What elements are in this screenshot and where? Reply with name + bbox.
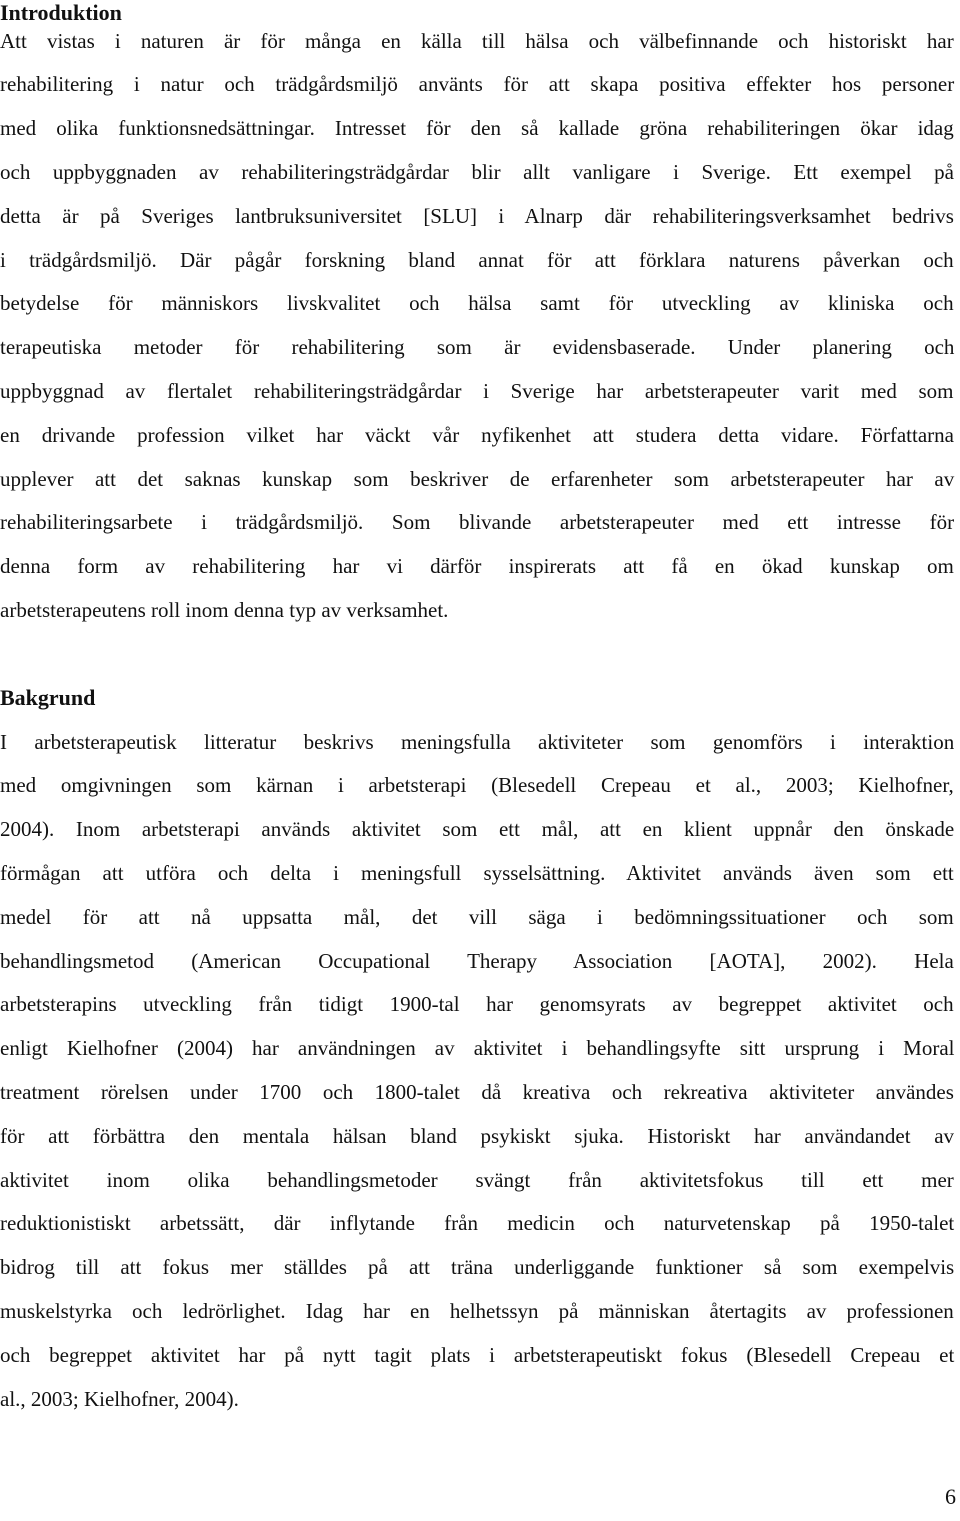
page-number: 6 (945, 1484, 956, 1509)
text-line: behandlingsmetod (American Occupational Therapy Association [AOTA], 2002). Hela (0, 949, 954, 973)
text-line: och uppbyggnaden av rehabiliteringsträdgårdar blir allt vanligare i Sverige. Ett exempel på (0, 160, 954, 184)
text-line: med omgivningen som kärnan i arbetsterapi (Blesedell Crepeau et al., 2003; Kielhofner, (0, 773, 954, 797)
text-line: terapeutiska metoder för rehabilitering som är evidensbaserade. Under planering och (0, 335, 955, 359)
text-line: 2004). Inom arbetsterapi används aktivitet som ett mål, att en klient uppnår den önskade (0, 817, 955, 841)
text-line: I arbetsterapeutisk litteratur beskrivs meningsfulla aktiviteter som genomförs i interaktion (0, 730, 955, 754)
text-line: muskelstyrka och ledrörlighet. Idag har en helhetssyn på människan återtagits av professionen (0, 1299, 954, 1323)
text-line: detta är på Sveriges lantbruksuniversitet [SLU] i Alnarp där rehabiliteringsverksamhet bedrivs (0, 204, 954, 228)
text-line: arbetsterapins utveckling från tidigt 1900-tal har genomsyrats av begreppet aktivitet och (0, 992, 954, 1016)
text-line: betydelse för människors livskvalitet och hälsa samt för utveckling av kliniska och (0, 291, 954, 315)
section-heading-introduktion: Introduktion (0, 0, 122, 25)
text-line: aktivitet inom olika behandlingsmetoder svängt från aktivitetsfokus till ett mer (0, 1168, 954, 1192)
section-heading-bakgrund: Bakgrund (0, 685, 96, 710)
text-line: i trädgårdsmiljö. Där pågår forskning bland annat för att förklara naturens påverkan och (0, 248, 954, 272)
text-line: reduktionistiskt arbetssätt, där inflytande från medicin och naturvetenskap på 1950-talet (0, 1211, 955, 1235)
text-line: en drivande profession vilket har väckt vår nyfikenhet att studera detta vidare. Författarna (0, 423, 954, 447)
text-line: al., 2003; Kielhofner, 2004). (0, 1387, 239, 1411)
text-line: uppbyggnad av flertalet rehabiliteringsträdgårdar i Sverige har arbetsterapeuter varit med som (0, 379, 954, 403)
text-line: för att förbättra den mentala hälsan bland psykiskt sjuka. Historiskt har användandet av (0, 1124, 955, 1148)
text-line: Att vistas i naturen är för många en källa till hälsa och välbefinnande och historiskt har (0, 29, 954, 53)
text-line: denna form av rehabilitering har vi därför inspirerats att få en ökad kunskap om (0, 554, 954, 578)
text-line: medel för att nå uppsatta mål, det vill säga i bedömningssituationer och som (0, 905, 954, 929)
text-line: upplever att det saknas kunskap som beskriver de erfarenheter som arbetsterapeuter har av (0, 467, 955, 491)
text-line: rehabilitering i natur och trädgårdsmiljö använts för att skapa positiva effekter hos personer (0, 72, 955, 96)
text-line: arbetsterapeutens roll inom denna typ av verksamhet. (0, 598, 449, 622)
text-line: enligt Kielhofner (2004) har användningen av aktivitet i behandlingsyfte sitt ursprung i Moral (0, 1036, 955, 1060)
text-line: bidrog till att fokus mer ställdes på att träna underliggande funktioner så som exempelvis (0, 1255, 955, 1279)
text-line: treatment rörelsen under 1700 och 1800-talet då kreativa och rekreativa aktiviteter användes (0, 1080, 954, 1104)
text-line: och begreppet aktivitet har på nytt tagit plats i arbetsterapeutiskt fokus (Blesedell Crepeau et (0, 1343, 955, 1367)
text-line: med olika funktionsnedsättningar. Intresset för den så kallade gröna rehabiliteringen ökar idag (0, 116, 954, 140)
text-line: rehabiliteringsarbete i trädgårdsmiljö. Som blivande arbetsterapeuter med ett intresse för (0, 510, 955, 534)
text-line: förmågan att utföra och delta i meningsfull sysselsättning. Aktivitet används även som ett (0, 861, 954, 885)
